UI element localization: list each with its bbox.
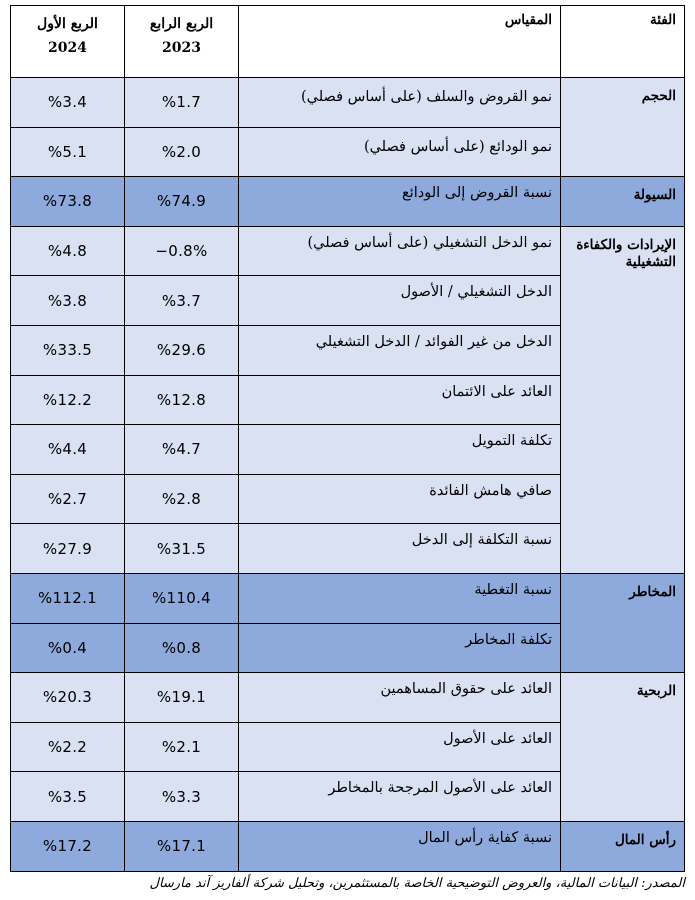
table-body [11, 78, 685, 872]
table-row [11, 673, 685, 723]
q4-2023-value: %2.1 [125, 722, 239, 772]
metric-cell: نسبة التكلفة إلى الدخل [239, 524, 561, 574]
q4-2023-value: %2.0 [125, 127, 239, 177]
category-column-header: الفئة [561, 6, 685, 78]
metric-cell: نسبة كفاية رأس المال [239, 821, 561, 871]
metric-cell: نسبة القروض إلى الودائع [239, 177, 561, 227]
table-row [11, 226, 685, 276]
metric-cell: نمو القروض والسلف (على أساس فصلي) [239, 78, 561, 128]
q1-2024-value: %3.8 [11, 276, 125, 326]
q1-2024-header-label: الربع الأول [37, 16, 98, 32]
q1-2024-value: %5.1 [11, 127, 125, 177]
q1-2024-value: %4.8 [11, 226, 125, 276]
metric-cell: تكلفة المخاطر [239, 623, 561, 673]
metric-cell: الدخل من غير الفوائد / الدخل التشغيلي [239, 325, 561, 375]
q4-2023-value: %74.9 [125, 177, 239, 227]
category-cell: رأس المال [561, 821, 685, 871]
q1-2024-value: %112.1 [11, 573, 125, 623]
metric-cell: نمو الدخل التشغيلي (على أساس فصلي) [239, 226, 561, 276]
metric-cell: نسبة التغطية [239, 573, 561, 623]
q1-2024-value: %3.5 [11, 772, 125, 822]
category-cell: الربحية [561, 673, 685, 822]
q4-2023-column-header [125, 6, 239, 78]
q1-2024-value: %0.4 [11, 623, 125, 673]
q1-2024-value: %2.7 [11, 474, 125, 524]
q1-2024-value: %12.2 [11, 375, 125, 425]
q1-2024-column-header [11, 6, 125, 78]
q1-2024-value: %27.9 [11, 524, 125, 574]
metric-cell: العائد على الأصول [239, 722, 561, 772]
table-row [11, 177, 685, 227]
metric-cell: العائد على الأصول المرجحة بالمخاطر [239, 772, 561, 822]
table-row [11, 573, 685, 623]
q1-2024-value: %20.3 [11, 673, 125, 723]
q4-2023-value: %0.8 [125, 623, 239, 673]
q4-2023-value: %12.8 [125, 375, 239, 425]
category-cell: السيولة [561, 177, 685, 227]
table-row [11, 821, 685, 871]
metric-cell: العائد على حقوق المساهمين [239, 673, 561, 723]
metric-cell: نمو الودائع (على أساس فصلي) [239, 127, 561, 177]
q4-2023-header-label: الربع الرابع [149, 16, 214, 32]
table-header-row [11, 6, 685, 78]
metrics-table-container [10, 5, 684, 872]
q4-2023-value: %17.1 [125, 821, 239, 871]
q4-2023-value: −0.8% [125, 226, 239, 276]
source-note: المصدر: البيانات المالية، والعروض التوضيحية الخاصة بالمستثمرين، وتحليل شركة ألفاريز آند مارسال [149, 876, 685, 891]
q4-2023-value: %1.7 [125, 78, 239, 128]
metric-cell: الدخل التشغيلي / الأصول [239, 276, 561, 326]
metric-cell: صافي هامش الفائدة [239, 474, 561, 524]
metric-cell: العائد على الائتمان [239, 375, 561, 425]
category-cell: المخاطر [561, 573, 685, 672]
q4-2023-value: %2.8 [125, 474, 239, 524]
q4-2023-header-year: 2023 [162, 40, 201, 56]
metric-column-header: المقياس [239, 6, 561, 78]
q1-2024-value: %17.2 [11, 821, 125, 871]
banking-metrics-table [10, 5, 685, 872]
category-cell: الإيرادات والكفاءة التشغيلية [561, 226, 685, 573]
q4-2023-value: %110.4 [125, 573, 239, 623]
q4-2023-value: %31.5 [125, 524, 239, 574]
metric-cell: تكلفة التمويل [239, 425, 561, 475]
q1-2024-value: %2.2 [11, 722, 125, 772]
q1-2024-value: %3.4 [11, 78, 125, 128]
q4-2023-value: %4.7 [125, 425, 239, 475]
table-row [11, 78, 685, 128]
q4-2023-value: %3.3 [125, 772, 239, 822]
q1-2024-value: %4.4 [11, 425, 125, 475]
q1-2024-value: %73.8 [11, 177, 125, 227]
q4-2023-value: %3.7 [125, 276, 239, 326]
q1-2024-header-year: 2024 [48, 40, 87, 56]
q4-2023-value: %19.1 [125, 673, 239, 723]
q1-2024-value: %33.5 [11, 325, 125, 375]
q4-2023-value: %29.6 [125, 325, 239, 375]
category-cell: الحجم [561, 78, 685, 177]
